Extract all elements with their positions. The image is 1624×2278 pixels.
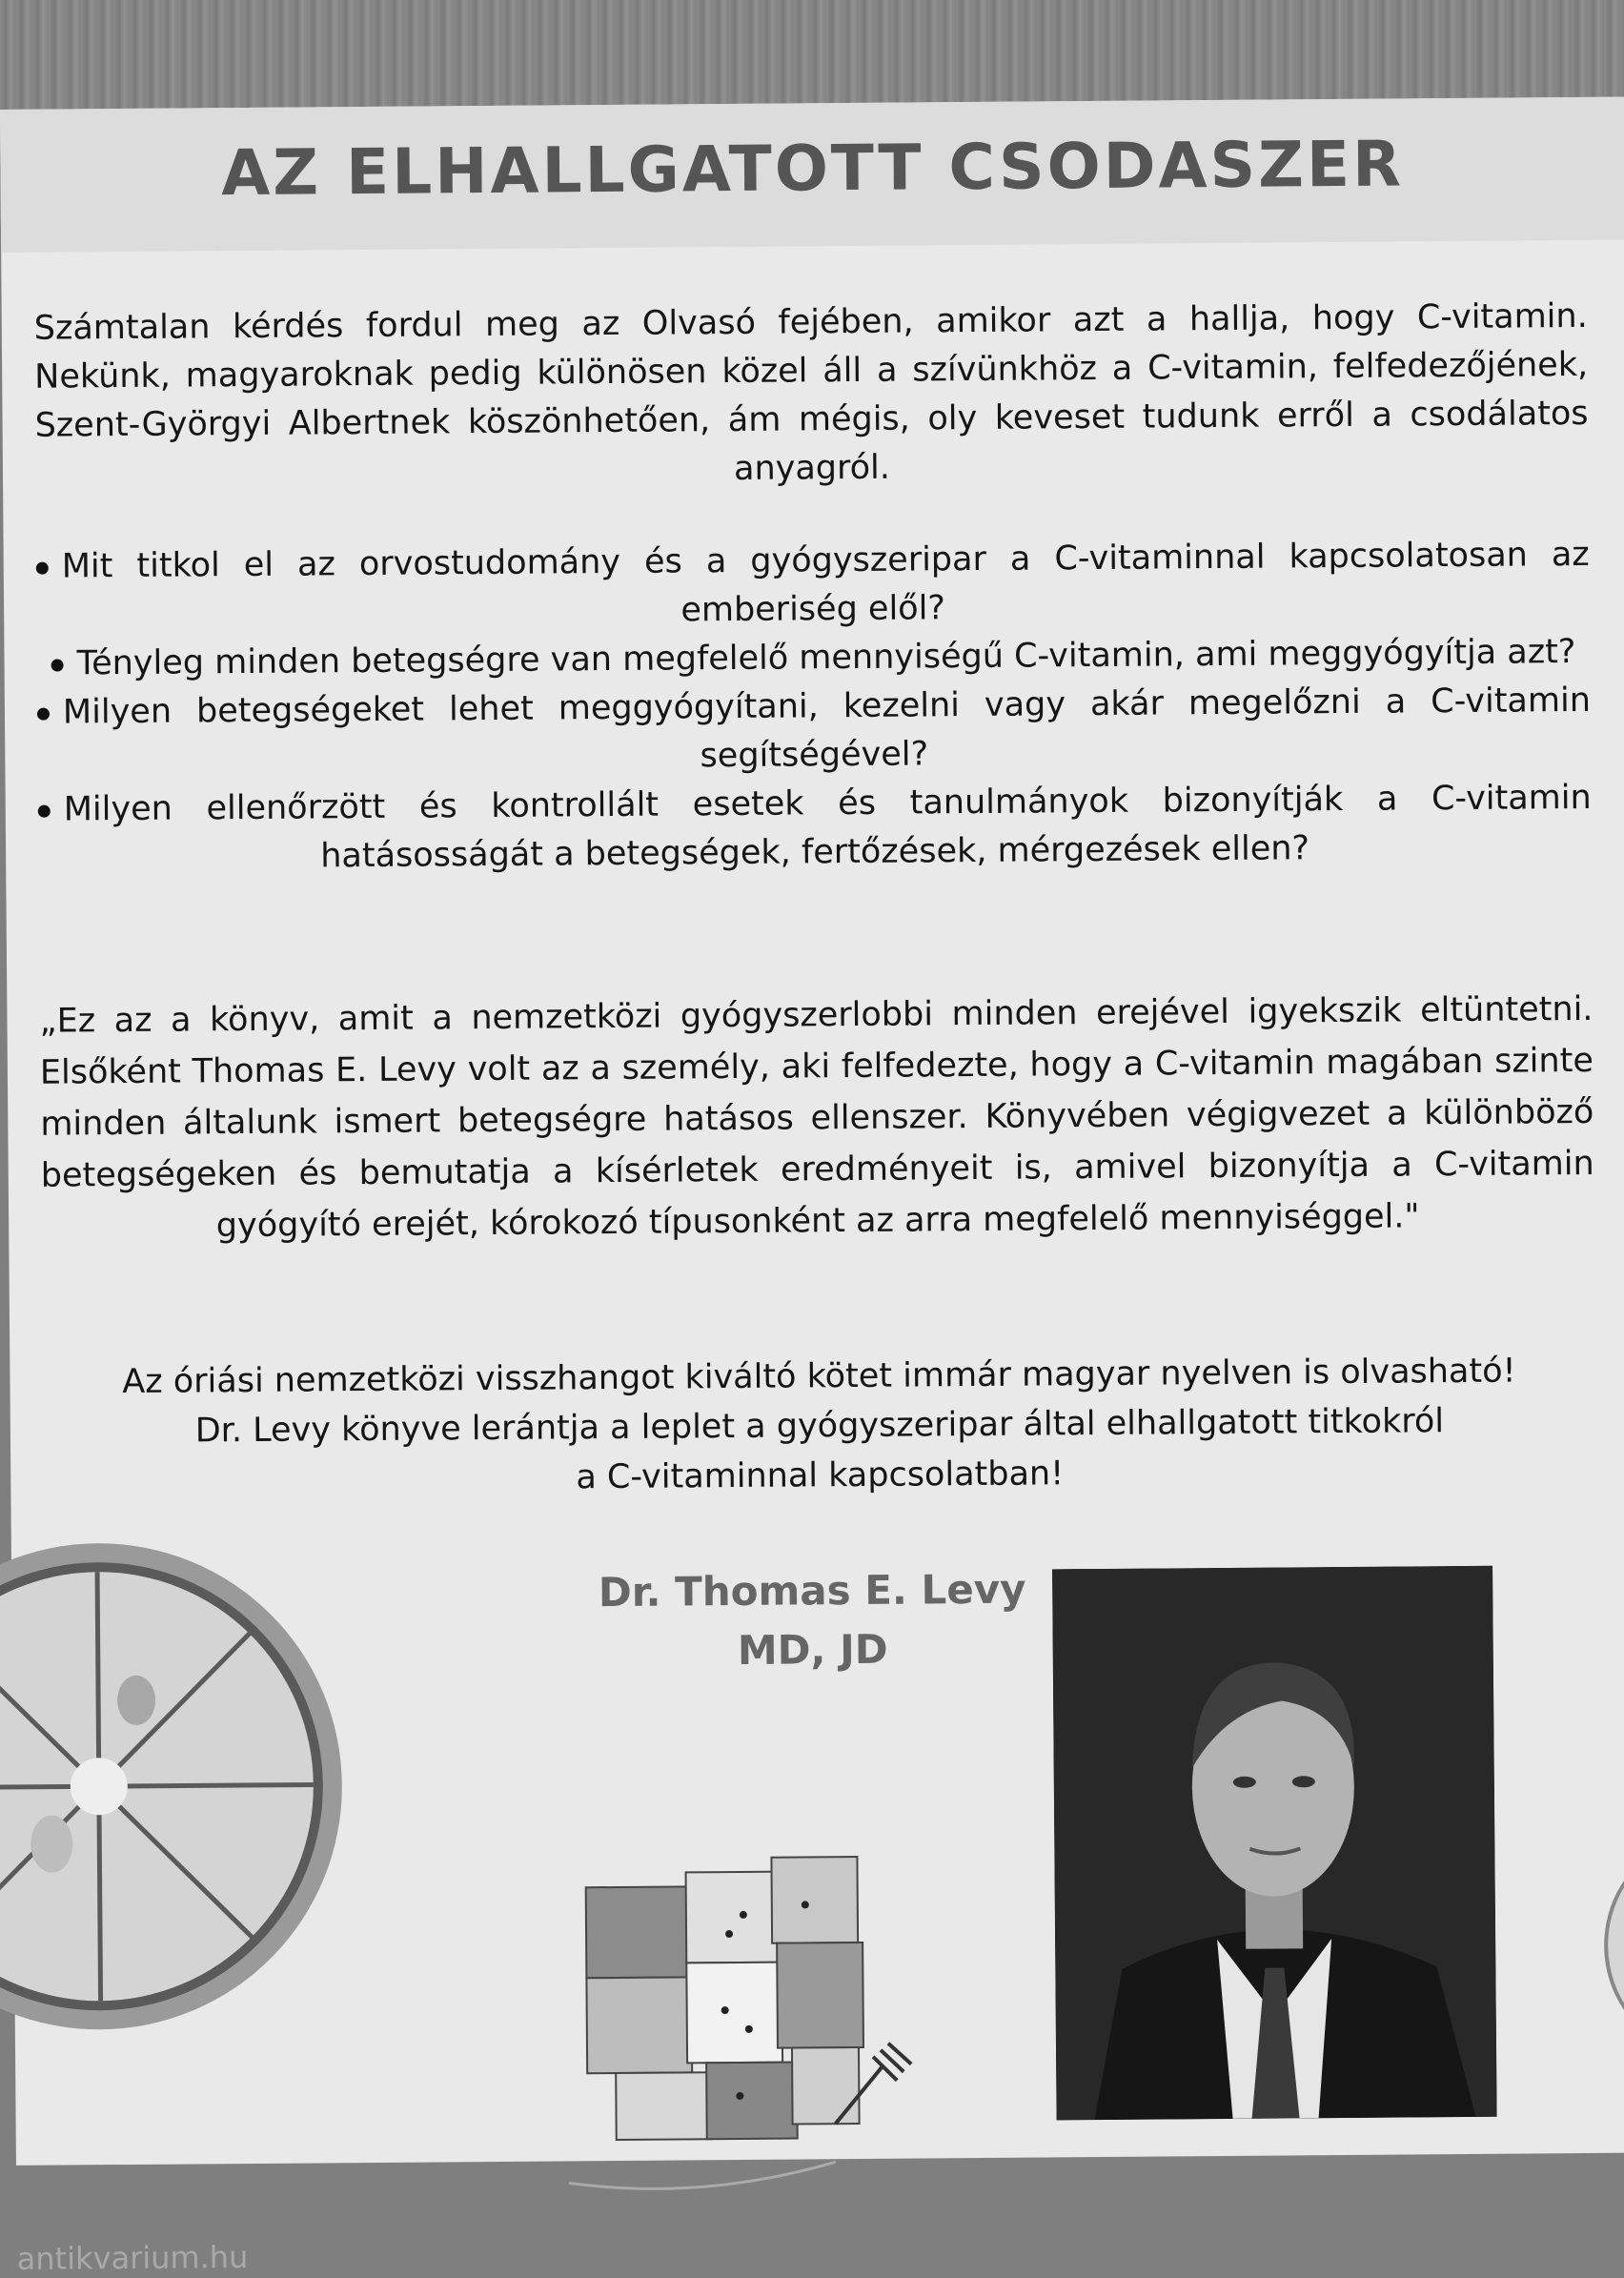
list-item-text: Tényleg minden betegségre van megfelelő mennyiségű C-vitamin, ami meggyógyítja azt? [76,633,1576,683]
bullet-icon [36,561,49,574]
closing-line: a C-vitaminnal kapcsolatban! [576,1454,1065,1497]
bullet-icon [37,707,50,720]
bullet-icon [38,804,51,817]
closing-line: Dr. Levy könyve lerántja a leplet a gyógyszeripar által elhallgatott titkokról [194,1402,1445,1451]
title-band [0,97,1624,253]
author-credentials: MD, JD [737,1625,888,1674]
author-portrait [1052,1566,1497,2121]
author-block [564,1559,1061,1681]
bullet-icon [51,659,64,671]
list-item [36,531,1591,641]
closing-paragraph [42,1346,1596,1507]
closing-line: Az óriási nemzetközi visszhangot kiváltó kötet immár magyar nyelven is olvasható! [122,1352,1516,1402]
question-list [36,531,1593,884]
list-item-text: Mit titkol el az orvostudomány és a gyógyszeripar a C-vitaminnal kapcsolatosan az emberiség elől? [61,535,1590,630]
list-item-text: Milyen betegségeket lehet meggyógyítani, kezelni vagy akár megelőzni a C-vitamin segítségével? [62,681,1592,776]
lemon-illustration [1595,1831,1624,2061]
quote-paragraph: „Ez az a könyv, amit a nemzetközi gyógyszerlobbi minden erejével igyekszik eltüntetni. Elsőként Thomas E. Levy volt az a személy, aki felfedezte, hogy a C-vitamin magában szinte minden általunk ismert betegségre hatásos ellenszer. Könyvében végigvezet a különböző betegségeken és bemutatja a kísérletek eredményeit is, amivel bizonyítja a C-vitamin gyógyító erejét, kórokozó típusonként az arra megfelelő mennyiséggel." [39,989,1594,1246]
list-item [38,774,1593,884]
book-title: AZ ELHALLGATOTT CSODASZER [220,127,1405,211]
list-item [37,677,1592,786]
author-name: Dr. Thomas E. Levy [598,1565,1026,1617]
book-back-cover [0,97,1624,2277]
watermark: antikvarium.hu [16,2239,249,2277]
fruit-cube-illustration [547,1818,960,2221]
list-item-text: Milyen ellenőrzött és kontrollált esetek és tanulmányok bizonyítják a C-vitamin hatásosságát a betegségek, fertőzések, mérgezések ellen? [63,778,1592,876]
intro-paragraph: Számtalan kérdés fordul meg az Olvasó fejében, amikor azt a hallja, hogy C-vitamin. Nekünk, magyaroknak pedig különösen közel áll a szívünkhöz a C-vitamin, felfedezőjének, Szent-Györgyi Albertnek köszönhetően, ám mégis, oly keveset tudunk erről a csodálatos anyagról. [33,296,1589,488]
orange-slice-illustration [0,1536,349,2036]
portrait-image [1052,1566,1497,2121]
